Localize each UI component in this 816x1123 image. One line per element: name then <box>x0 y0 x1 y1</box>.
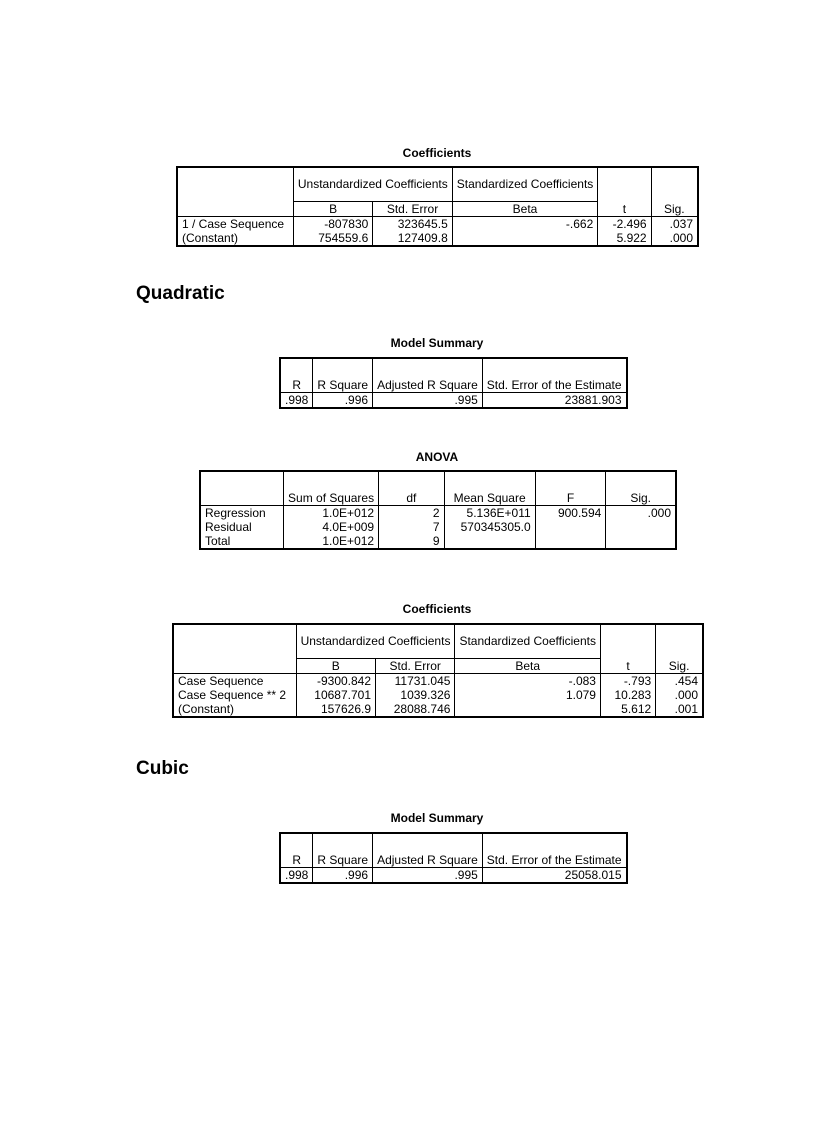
row-label: Regression <box>200 505 284 520</box>
cell-std-error-estimate: 25058.015 <box>482 867 626 883</box>
row-label: Residual <box>200 520 284 534</box>
cell-beta: -.083 <box>455 673 601 688</box>
cell-adjusted-r-square: .995 <box>373 867 483 883</box>
coefficients-caption: Coefficients <box>402 146 472 160</box>
coefficients-table-inverse <box>176 166 699 247</box>
cell-beta: 1.079 <box>455 688 601 702</box>
cell-sig <box>606 520 676 534</box>
cell-std-error: 323645.5 <box>373 216 452 231</box>
cell-r-square: .996 <box>313 392 373 408</box>
section-heading-quadratic: Quadratic <box>136 283 225 304</box>
model-summary-table-quadratic <box>279 357 628 409</box>
header-b: B <box>296 658 375 673</box>
cell-df: 9 <box>379 534 444 549</box>
table-row <box>200 520 676 534</box>
cell-sig: .454 <box>656 673 703 688</box>
header-std-error-estimate: Std. Error of the Estimate <box>482 833 626 867</box>
table-row <box>200 534 676 549</box>
table-row <box>280 392 627 408</box>
model-summary-caption: Model Summary <box>390 336 484 350</box>
cell-r-square: .996 <box>313 867 373 883</box>
row-label: (Constant) <box>177 231 293 246</box>
header-f: F <box>535 471 606 505</box>
cell-std-error: 28088.746 <box>376 702 455 717</box>
cell-std-error: 127409.8 <box>373 231 452 246</box>
header-sig: Sig. <box>606 471 676 505</box>
cell-t: -2.496 <box>598 216 651 231</box>
header-r-square: R Square <box>313 358 373 392</box>
header-std-error: Std. Error <box>373 201 452 216</box>
cell-mean-square: 5.136E+011 <box>444 505 535 520</box>
cell-t: 5.922 <box>598 231 651 246</box>
cell-b: 754559.6 <box>293 231 372 246</box>
cell-f: 900.594 <box>535 505 606 520</box>
row-label: Case Sequence <box>173 673 296 688</box>
header-mean-square: Mean Square <box>444 471 535 505</box>
cell-sig: .000 <box>651 231 698 246</box>
header-b: B <box>293 201 372 216</box>
anova-table <box>199 470 677 550</box>
header-std-error: Std. Error <box>376 658 455 673</box>
header-sum-of-squares: Sum of Squares <box>284 471 379 505</box>
cell-sig: .000 <box>606 505 676 520</box>
cell-sum-of-squares: 1.0E+012 <box>284 505 379 520</box>
header-adjusted-r-square: Adjusted R Square <box>373 358 483 392</box>
cell-beta: -.662 <box>452 216 598 231</box>
header-standardized: Standardized Coefficients <box>455 624 601 658</box>
table-row <box>177 216 698 231</box>
cell-sig: .001 <box>656 702 703 717</box>
cell-r: .998 <box>280 392 313 408</box>
corner-cell <box>200 471 284 505</box>
row-label: (Constant) <box>173 702 296 717</box>
cell-std-error-estimate: 23881.903 <box>482 392 626 408</box>
cell-f <box>535 520 606 534</box>
table-row <box>200 505 676 520</box>
header-df: df <box>379 471 444 505</box>
model-summary-caption: Model Summary <box>390 811 484 825</box>
header-r-square: R Square <box>313 833 373 867</box>
row-label: Case Sequence ** 2 <box>173 688 296 702</box>
header-adjusted-r-square: Adjusted R Square <box>373 833 483 867</box>
row-label: 1 / Case Sequence <box>177 216 293 231</box>
cell-b: -807830 <box>293 216 372 231</box>
header-std-error-estimate: Std. Error of the Estimate <box>482 358 626 392</box>
table-row <box>173 673 703 688</box>
cell-r: .998 <box>280 867 313 883</box>
cell-mean-square: 570345305.0 <box>444 520 535 534</box>
cell-beta <box>455 702 601 717</box>
cell-adjusted-r-square: .995 <box>373 392 483 408</box>
coefficients-caption: Coefficients <box>402 602 472 616</box>
cell-sum-of-squares: 4.0E+009 <box>284 520 379 534</box>
section-heading-cubic: Cubic <box>136 758 189 779</box>
cell-sum-of-squares: 1.0E+012 <box>284 534 379 549</box>
cell-f <box>535 534 606 549</box>
header-r: R <box>280 833 313 867</box>
cell-sig: .037 <box>651 216 698 231</box>
cell-beta <box>452 231 598 246</box>
header-unstandardized: Unstandardized Coefficients <box>296 624 455 658</box>
cell-t: -.793 <box>600 673 655 688</box>
header-sig: Sig. <box>651 167 698 216</box>
header-t: t <box>598 167 651 216</box>
header-beta: Beta <box>452 201 598 216</box>
header-r: R <box>280 358 313 392</box>
row-label: Total <box>200 534 284 549</box>
cell-df: 2 <box>379 505 444 520</box>
corner-cell <box>173 624 296 673</box>
cell-b: 157626.9 <box>296 702 375 717</box>
cell-b: 10687.701 <box>296 688 375 702</box>
cell-sig: .000 <box>656 688 703 702</box>
cell-sig <box>606 534 676 549</box>
corner-cell <box>177 167 293 216</box>
cell-std-error: 1039.326 <box>376 688 455 702</box>
cell-mean-square <box>444 534 535 549</box>
header-beta: Beta <box>455 658 601 673</box>
table-row <box>177 231 698 246</box>
model-summary-table-cubic <box>279 832 628 884</box>
coefficients-table-quadratic <box>172 623 704 718</box>
table-row <box>173 688 703 702</box>
header-standardized: Standardized Coefficients <box>452 167 598 201</box>
cell-df: 7 <box>379 520 444 534</box>
anova-caption: ANOVA <box>415 450 459 464</box>
cell-t: 5.612 <box>600 702 655 717</box>
header-sig: Sig. <box>656 624 703 673</box>
header-t: t <box>600 624 655 673</box>
cell-t: 10.283 <box>600 688 655 702</box>
table-row <box>280 867 627 883</box>
table-row <box>173 702 703 717</box>
cell-b: -9300.842 <box>296 673 375 688</box>
header-unstandardized: Unstandardized Coefficients <box>293 167 452 201</box>
cell-std-error: 11731.045 <box>376 673 455 688</box>
